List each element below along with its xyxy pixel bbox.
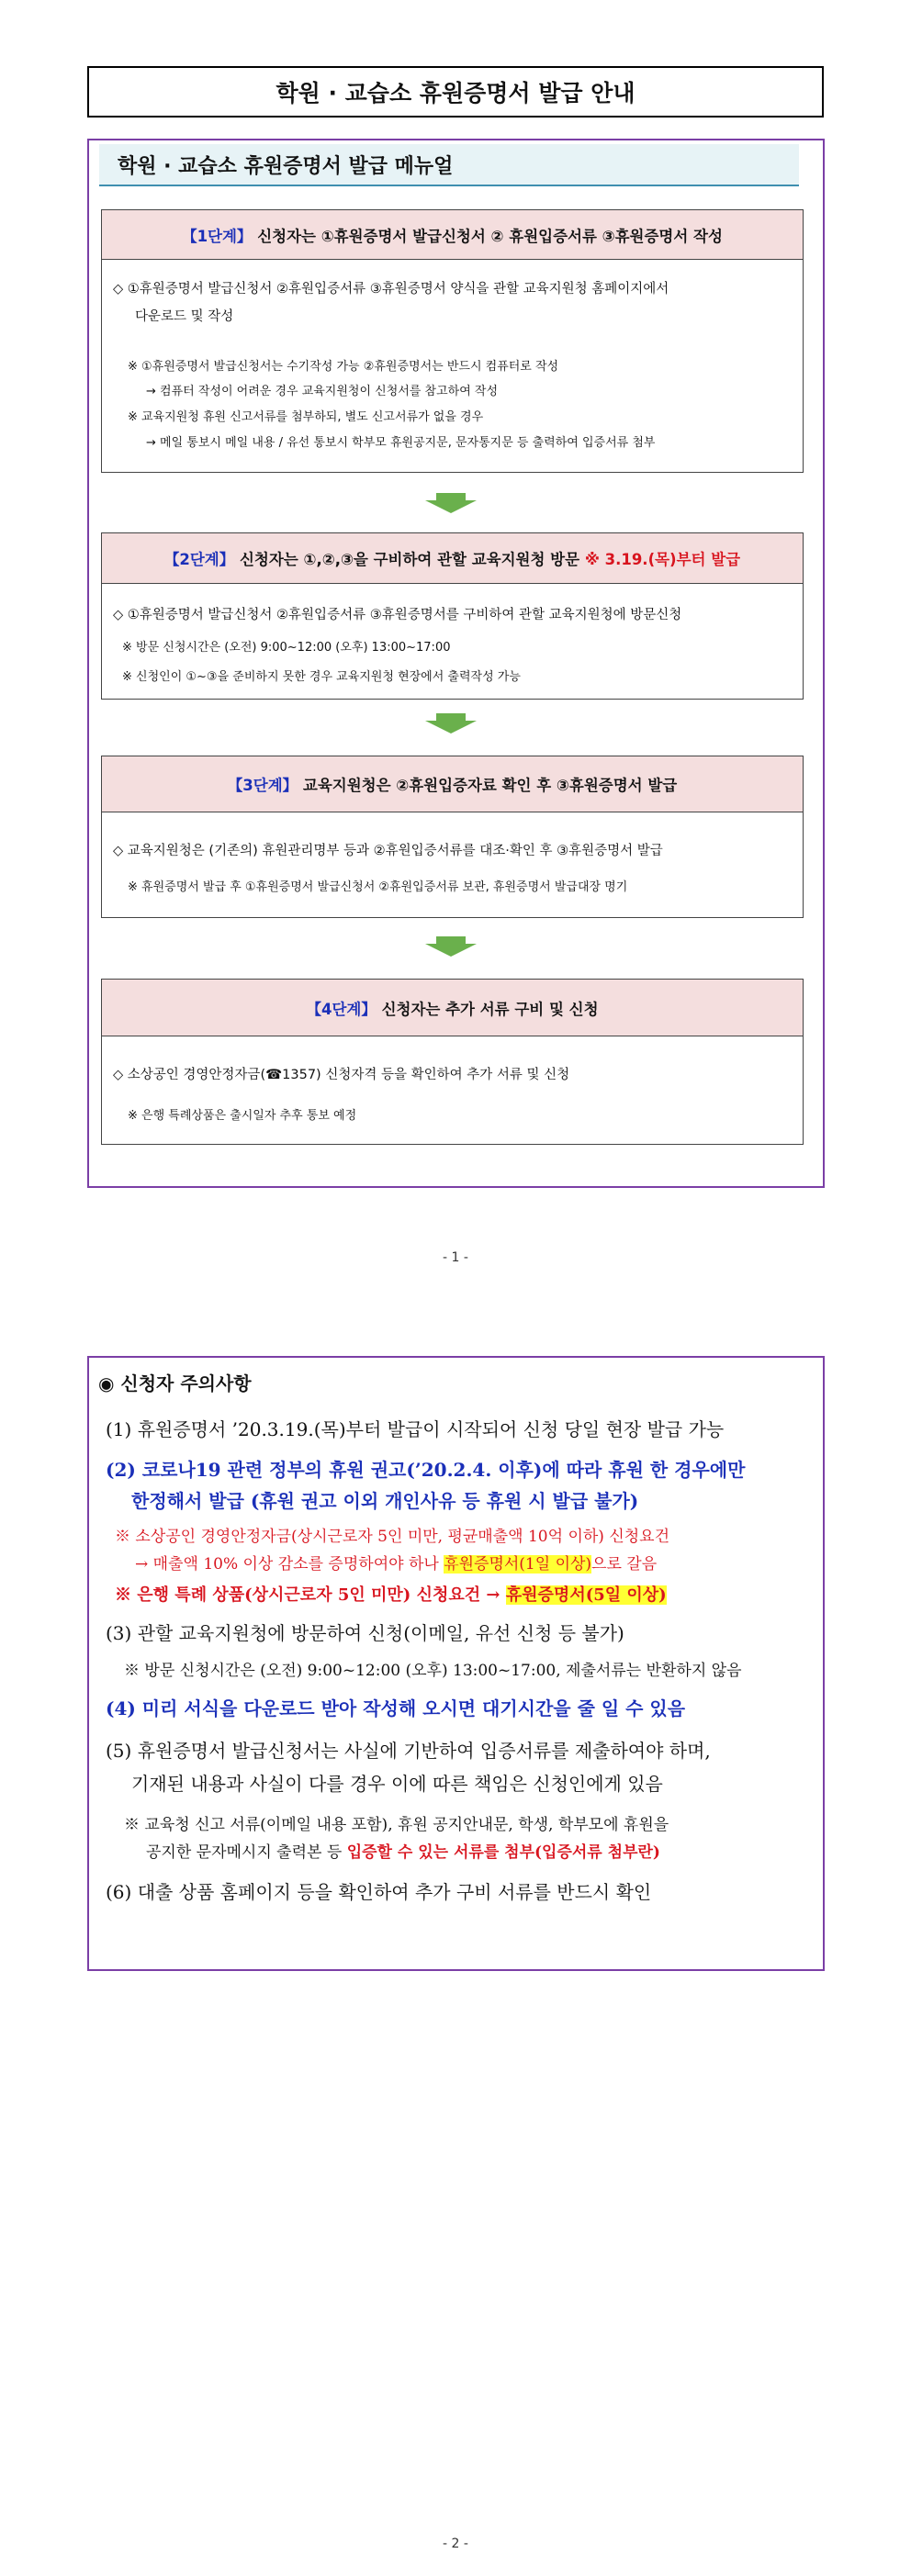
step1-note: → 컴퓨터 작성이 어려운 경우 교육지원청이 신청서를 참고하여 작성 [146,385,499,398]
page-number: - 2 - [443,2537,468,2551]
step2-header [101,532,804,584]
notice-red-note: → 매출액 10% 이상 감소를 증명하여야 하나 휴원증명서(1일 이상)으로 갈음 [135,1555,658,1574]
notice-item: (5) 휴원증명서 발급신청서는 사실에 기반하여 입증서류를 제출하여야 하며, [106,1740,711,1762]
page-number: - 1 - [443,1250,468,1265]
notice-heading: ◉ 신청자 주의사항 [98,1372,252,1394]
step4-title: 신청자는 추가 서류 구비 및 신청 [381,1000,599,1018]
step2-date: ※ 3.19.(목)부터 발급 [584,551,741,568]
step3-title: 교육지원청은 ②휴원입증자료 확인 후 ③휴원증명서 발급 [302,777,678,794]
notice-item: (6) 대출 상품 홈페이지 등을 확인하여 추가 구비 서류를 반드시 확인 [106,1881,652,1903]
notice-item: (1) 휴원증명서 ’20.3.19.(목)부터 발급이 시작되어 신청 당일 현장 발급 가능 [106,1418,725,1440]
step1-note: → 메일 통보시 메일 내용 / 유선 통보시 학부모 휴원공지문, 문자통지문 등 출력하여 입증서류 첨부 [146,436,656,450]
notice-item: (3) 관할 교육지원청에 방문하여 신청(이메일, 유선 신청 등 불가) [106,1622,624,1644]
notice-note: 공지한 문자메시지 출력본 등 입증할 수 있는 서류를 첨부(입증서류 첨부란) [146,1843,660,1862]
notice-note: ※ 교육청 신고 서류(이메일 내용 포함), 휴원 공지안내문, 학생, 학부모에 휴원을 [124,1816,669,1834]
step4-body [101,1036,804,1145]
step1-line: 다운로드 및 작성 [135,309,234,324]
notice-red-note: ※ 소상공인 경영안정자금(상시근로자 5인 미만, 평균매출액 10억 이하) 신청요건 [115,1528,670,1546]
down-arrow-icon [425,936,477,957]
notice-item: 기재된 내용과 사실이 다를 경우 이에 따른 책임은 신청인에게 있음 [131,1773,663,1795]
down-arrow-icon [425,493,477,513]
step2-body [101,584,804,700]
step1-note: ※ ①휴원증명서 발급신청서는 수기작성 가능 ②휴원증명서는 반드시 컴퓨터로 작성 [128,360,559,374]
step1-note: ※ 교육지원청 휴원 신고서류를 첨부하되, 별도 신고서류가 없을 경우 [128,410,484,424]
notice-red-note: ※ 은행 특례 상품(상시근로자 5인 미만) 신청요건 → 휴원증명서(5일 이상) [115,1585,667,1605]
step3-header [101,756,804,812]
step1-line: ◇ ①휴원증명서 발급신청서 ②휴원입증서류 ③휴원증명서 양식을 관할 교육지원청 홈페이지에서 [113,282,669,297]
step2-note: ※ 방문 신청시간은 (오전) 9:00~12:00 (오후) 13:00~17:00 [122,641,451,655]
step2-line: ◇ ①휴원증명서 발급신청서 ②휴원입증서류 ③휴원증명서를 구비하여 관할 교육지원청에 방문신청 [113,608,682,622]
notice-item: (2) 코로나19 관련 정부의 휴원 권고(’20.2.4. 이후)에 따라 휴원 한 경우에만 [106,1459,746,1481]
notice-note: ※ 방문 신청시간은 (오전) 9:00~12:00 (오후) 13:00~17:00, 제출서류는 반환하지 않음 [124,1662,742,1680]
step4-note: ※ 은행 특례상품은 출시일자 추후 통보 예정 [128,1109,357,1123]
notice-frame [87,1356,825,1971]
step1-tag: 【1단계】 [182,227,253,245]
page-title: 학원 · 교습소 휴원증명서 발급 안내 [87,66,824,118]
step3-line: ◇ 교육지원청은 (기존의) 휴원관리명부 등과 ②휴원입증서류를 대조·확인 후 ③휴원증명서 발급 [113,844,663,858]
step1-header [101,209,804,260]
step3-tag: 【3단계】 [227,777,298,794]
manual-title: 학원 · 교습소 휴원증명서 발급 메뉴얼 [99,144,799,186]
step2-note: ※ 신청인이 ①~③을 준비하지 못한 경우 교육지원청 현장에서 출력작성 가능 [122,670,521,684]
down-arrow-icon [425,713,477,734]
step1-title: 신청자는 ①휴원증명서 발급신청서 ② 휴원입증서류 ③휴원증명서 작성 [257,227,723,245]
step4-tag: 【4단계】 [306,1000,377,1018]
notice-item: (4) 미리 서식을 다운로드 받아 작성해 오시면 대기시간을 줄 일 수 있음 [106,1697,686,1719]
step1-body [101,260,804,473]
step2-title: 신청자는 ①,②,③을 구비하여 관할 교육지원청 방문 [239,551,580,568]
step4-line: ◇ 소상공인 경영안정자금(☎1357) 신청자격 등을 확인하여 추가 서류 및 신청 [113,1068,570,1082]
step3-body [101,812,804,918]
step3-note: ※ 휴원증명서 발급 후 ①휴원증명서 발급신청서 ②휴원입증서류 보관, 휴원증명서 발급대장 명기 [128,880,628,894]
step4-header [101,979,804,1036]
notice-item: 한정해서 발급 (휴원 권고 이외 개인사유 등 휴원 시 발급 불가) [131,1490,639,1512]
step2-tag: 【2단계】 [163,551,235,568]
